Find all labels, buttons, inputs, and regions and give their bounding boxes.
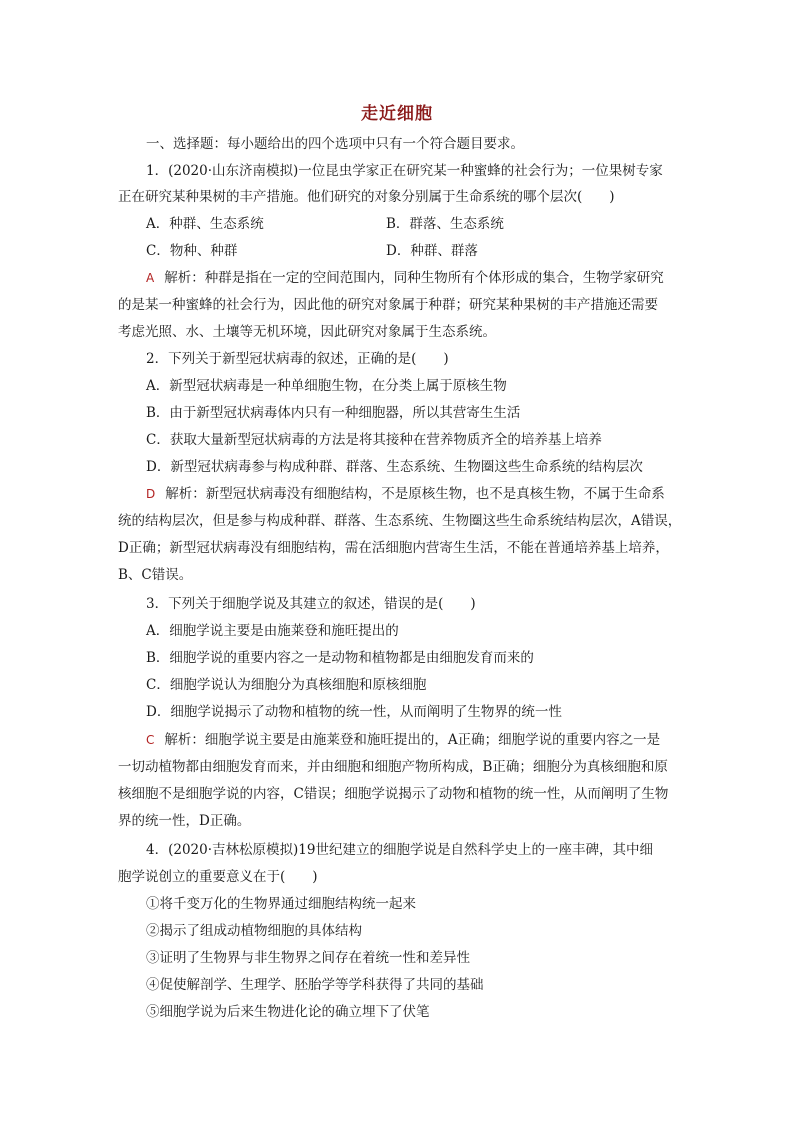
q3-analysis-line-4: 界的统一性，D正确。 xyxy=(118,813,251,829)
q3-analysis-line-1: C 解析：细胞学说主要是由施莱登和施旺提出的，A正确；细胞学说的重要内容之一是 xyxy=(146,732,661,748)
q4-item-5: ⑤细胞学说为后来生物进化论的确立埋下了伏笔 xyxy=(146,1004,430,1020)
q3-analysis-line-2: 一切动植物都由细胞发育而来，并由细胞和细胞产物所构成，B正确；细胞分为真核细胞和原 xyxy=(118,759,668,775)
q2-analysis-line-4: B、C错误。 xyxy=(118,567,193,583)
q4-stem-line-1: 4．(2020·吉林松原模拟)19世纪建立的细胞学说是自然科学史上的一座丰碑，其中细 xyxy=(146,842,653,858)
q2-stem: 2．下列关于新型冠状病毒的叙述，正确的是( ) xyxy=(146,351,449,367)
q1-analysis-line-2: 的是某一种蜜蜂的社会行为，因此他的研究对象属于种群；研究某种果树的丰产措施还需要 xyxy=(118,297,658,313)
q4-item-4: ④促使解剖学、生理学、胚胎学等学科获得了共同的基础 xyxy=(146,977,484,993)
q3-analysis-line-3: 核细胞不是细胞学说的内容，C错误；细胞学说揭示了动物和植物的统一性，从而阐明了生物 xyxy=(118,786,669,802)
q1-option-c: C．物种、种群 xyxy=(146,243,238,259)
q1-option-d: D．种群、群落 xyxy=(386,243,478,259)
section-heading: 一、选择题：每小题给出的四个选项中只有一个符合题目要求。 xyxy=(146,136,524,152)
q3-stem: 3．下列关于细胞学说及其建立的叙述，错误的是( ) xyxy=(146,596,476,612)
q2-option-d: D．新型冠状病毒参与构成种群、群落、生态系统、生物圈这些生命系统的结构层次 xyxy=(146,459,643,475)
q2-option-a: A．新型冠状病毒是一种单细胞生物，在分类上属于原核生物 xyxy=(146,378,507,394)
q4-item-2: ②揭示了组成动植物细胞的具体结构 xyxy=(146,923,362,939)
q1-stem-line-1: 1．(2020·山东济南模拟)一位昆虫学家正在研究某一种蜜蜂的社会行为；一位果树专家 xyxy=(146,163,663,179)
q2-analysis-line-1: D 解析：新型冠状病毒没有细胞结构，不是原核生物，也不是真核生物，不属于生命系 xyxy=(146,486,665,502)
page-title: 走近细胞 xyxy=(361,104,433,124)
q3-option-c: C．细胞学说认为细胞分为真核细胞和原核细胞 xyxy=(146,677,427,693)
q1-option-b: B．群落、生态系统 xyxy=(386,216,504,232)
q2-option-c: C．获取大量新型冠状病毒的方法是将其接种在营养物质齐全的培养基上培养 xyxy=(146,432,602,448)
q2-option-b: B．由于新型冠状病毒体内只有一种细胞器，所以其营寄生生活 xyxy=(146,405,521,421)
q1-analysis-line-1: A 解析：种群是指在一定的空间范围内，同种生物所有个体形成的集合，生物学家研究 xyxy=(146,270,664,286)
q1-stem-line-2: 正在研究某种果树的丰产措施。他们研究的对象分别属于生命系统的哪个层次( ) xyxy=(118,189,615,205)
q2-answer: D xyxy=(146,487,156,501)
q3-option-d: D．细胞学说揭示了动物和植物的统一性，从而阐明了生物界的统一性 xyxy=(146,704,562,720)
q1-analysis-line-3: 考虑光照、水、土壤等无机环境，因此研究对象属于生态系统。 xyxy=(118,324,496,340)
q4-item-1: ①将千变万化的生物界通过细胞结构统一起来 xyxy=(146,896,416,912)
q4-stem-line-2: 胞学说创立的重要意义在于( ) xyxy=(118,869,318,885)
q4-item-3: ③证明了生物界与非生物界之间存在着统一性和差异性 xyxy=(146,950,470,966)
q2-analysis-line-2: 统的结构层次，但是参与构成种群、群落、生态系统、生物圈这些生命系统结构层次，A错误， xyxy=(118,513,682,529)
q1-option-a: A．种群、生态系统 xyxy=(146,216,264,232)
q1-answer: A xyxy=(146,271,155,285)
q3-option-b: B．细胞学说的重要内容之一是动物和植物都是由细胞发育而来的 xyxy=(146,650,534,666)
q2-analysis-line-3: D正确；新型冠状病毒没有细胞结构，需在活细胞内营寄生生活，不能在普通培养基上培养， xyxy=(118,540,669,556)
q3-option-a: A．细胞学说主要是由施莱登和施旺提出的 xyxy=(146,623,399,639)
q3-answer: C xyxy=(146,733,155,747)
